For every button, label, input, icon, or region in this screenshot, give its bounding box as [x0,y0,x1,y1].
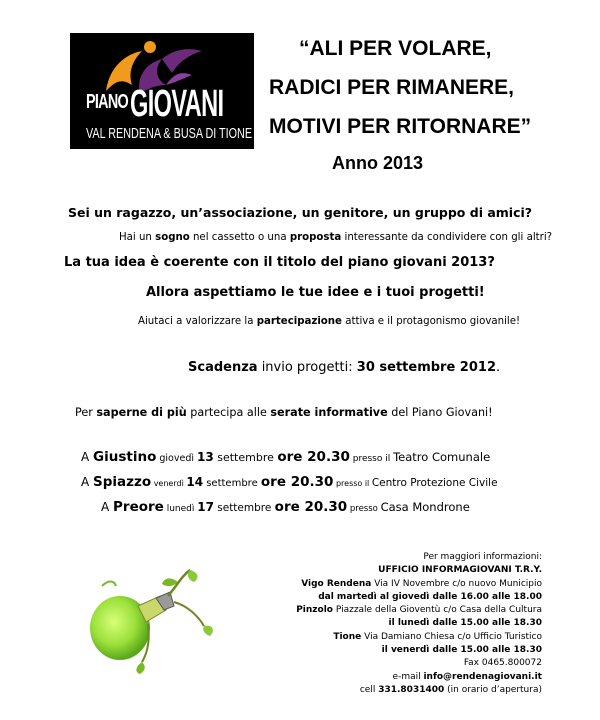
deadline-label: Scadenza [188,360,258,375]
piano-giovani-logo [70,33,254,149]
q2-proposta: proposta [289,232,342,243]
cell-number: 331.8031400 [378,684,445,695]
contact-tione-hours: il venerdì dalle 15.00 alle 18.30 [381,645,542,656]
deadline-text: invio progetti: [257,360,357,375]
contact-pinzolo-hours: il lunedì dalle 15.00 alle 18.30 [388,618,542,629]
meeting-month: settembre [213,502,275,514]
cell-note: (in orario d’apertura) [444,684,542,695]
deadline-date: 30 settembre 2012 [356,360,496,375]
meeting-day: giovedì [156,453,198,464]
meeting-day: venerdì [151,479,187,488]
learn-e: del Piano Giovani! [387,406,493,419]
email-label: e-mail [392,671,424,682]
learn-c: partecipa alle [186,406,271,419]
contact-intro: Per maggiori informazioni: [423,552,542,562]
learn-more-line [75,406,493,419]
meeting-num: 13 [197,450,214,464]
q2-sogno: sogno [155,232,190,243]
intro-question-5 [138,316,520,327]
meeting-place: Preore [113,499,164,515]
contact-email-line [242,671,542,684]
meeting-time: ore 20.30 [277,449,350,465]
meeting-spiazzo [81,474,498,490]
meeting-month: settembre [213,451,278,464]
meeting-presso: presso il [349,454,394,464]
intro-question-2 [119,232,552,243]
meeting-day: lunedì [163,504,198,514]
title-line-3: MOTIVI PER RITORNARE” [269,115,532,138]
contact-info [242,551,542,697]
meeting-venue: Centro Protezione Civile [371,477,498,489]
meeting-num: 14 [186,475,204,489]
meeting-pre: A [101,500,114,514]
contact-vigo-hours: dal martedì al giovedì dalle 16.00 alle 18.00 [318,591,542,602]
meeting-preore [101,499,470,515]
q2-text-c: nel cassetto o una [189,232,290,243]
vigo-address: Via IV Novembre c/o nuovo Municipio [371,578,542,589]
meeting-presso: presso il [333,479,372,488]
meeting-giustino [81,449,490,465]
meeting-time: ore 20.30 [260,474,334,490]
contact-cell-line [242,684,542,697]
tione-address: Via Damiano Chiesa c/o Ufficio Turistico [361,631,542,642]
learn-saperne: saperne di più [96,406,187,419]
meeting-pre: A [81,450,94,464]
meeting-num: 17 [197,500,214,514]
q2-text-a: Hai un [119,232,156,243]
contact-pinzolo [242,604,542,617]
meeting-month: settembre [203,478,261,489]
intro-question-4: Allora aspettiamo le tue idee e i tuoi progetti! [146,285,485,300]
q5-text-a: Aiutaci a valorizzare la [138,316,257,327]
pinzolo-town: Pinzolo [296,605,333,616]
learn-a: Per [75,406,97,419]
contact-vigo [242,578,542,591]
contact-office: UFFICIO INFORMAGIOVANI T.R.Y. [378,565,542,576]
meeting-time: ore 20.30 [274,499,348,515]
deadline-end: . [496,360,501,375]
q5-partecipazione: partecipazione [256,316,342,327]
q2-text-e: interessante da condividere con gli altri? [341,232,553,243]
title-line-2: RADICI PER RIMANERE, [269,76,515,99]
meeting-place: Giustino [93,449,157,465]
intro-question-1: Sei un ragazzo, un’associazione, un genitore, un gruppo di amici? [68,205,533,220]
learn-serate: serate informative [270,406,388,419]
tione-town: Tione [333,631,362,642]
vigo-town: Vigo Rendena [301,578,372,589]
contact-fax: Fax 0465.800072 [463,658,542,669]
logo-subtitle: VAL RENDENA & BUSA DI TIONE [86,125,253,142]
meeting-venue: Teatro Comunale [393,450,491,464]
intro-question-3: La tua idea è coerente con il titolo del piano giovani 2013? [64,255,495,270]
title-line-1: “ALI PER VOLARE, [299,37,492,60]
meeting-venue: Casa Mondrone [380,500,470,514]
meeting-pre: A [81,475,94,489]
cell-label: cell [359,684,379,695]
logo-word-giovani: GIOVANI [130,83,224,125]
pinzolo-address: Piazzale della Gioventù c/o Casa della Cultura [332,605,542,616]
contact-tione [242,631,542,644]
lightbulb-plant-icon [78,566,228,676]
meeting-presso: presso [347,504,381,514]
q5-text-c: attiva e il protagonismo giovanile! [341,316,521,327]
email-link[interactable]: info@rendenagiovani.it [423,671,542,682]
deadline-line [188,360,500,375]
meeting-place: Spiazzo [93,474,152,490]
logo-word-piano: PIANO [86,91,129,113]
title-year: Anno 2013 [332,153,424,173]
